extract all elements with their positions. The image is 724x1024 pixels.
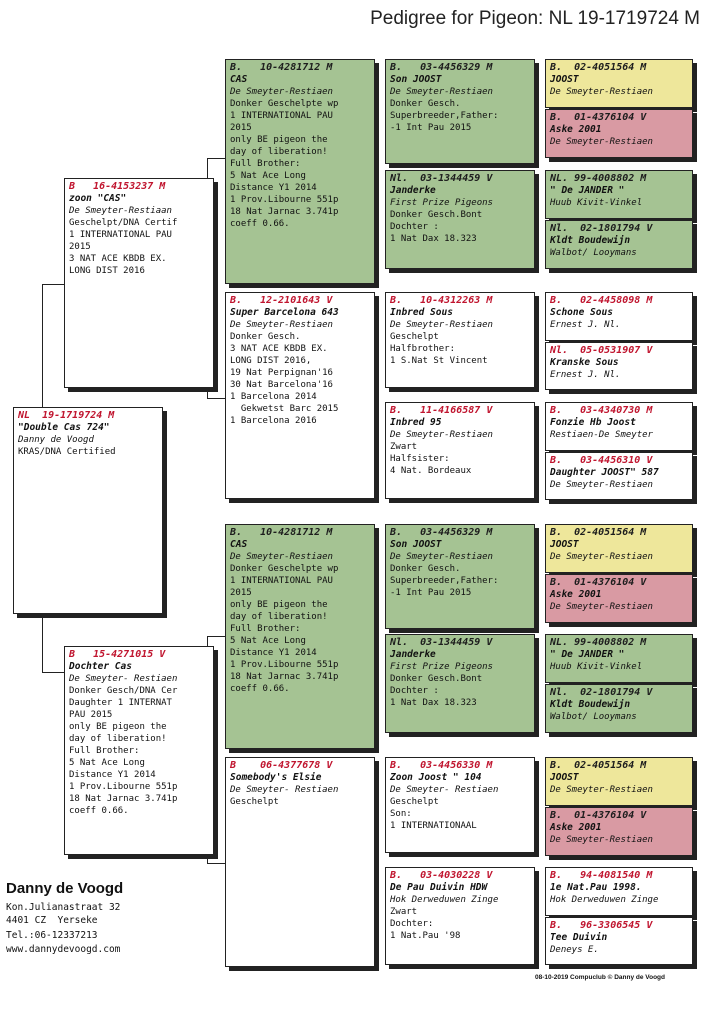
ring-number: B. 03-4456310 V [550,455,653,466]
pigeon-card-mf[interactable] [225,524,375,749]
detail-line: Distance Y1 2014 [230,648,317,658]
detail-line: Full Brother: [69,746,140,756]
detail-line: 1 Prov.Libourne 551p [69,782,178,792]
detail-line: 1 Nat Dax 18.323 [390,698,477,708]
detail-line: Son: [390,809,412,819]
ring-number: Nl. 03-1344459 V [390,637,493,648]
connector-line [207,863,225,864]
detail-line: Dochter: [390,919,434,929]
ring-number: NL 19-1719724 M [18,410,115,421]
detail-line: 19 Nat Perpignan'16 [230,368,333,378]
pigeon-card-fmf[interactable] [385,292,535,388]
breeder-name: Hok Derweduwen Zinge [550,895,659,905]
pigeon-name: JOOST [550,74,579,85]
pigeon-card-mff[interactable] [385,524,535,629]
detail-line: only BE pigeon the [69,722,167,732]
breeder-name: De Smeyter- Restiaen [390,785,499,795]
detail-line: 1 INTERNATIONAL PAU [230,576,333,586]
breeder-name: De Smeyter-Restiaen [390,430,493,440]
ring-number: B. 02-4458098 M [550,295,653,306]
pigeon-card-g8[interactable] [545,452,693,500]
pigeon-name: Kranske Sous [550,357,619,368]
breeder-name: Ernest J. Nl. [550,370,621,380]
detail-line: 4 Nat. Bordeaux [390,466,472,476]
pigeon-card-g3[interactable] [545,170,693,219]
breeder-name: Walbot/ Looymans [550,712,637,722]
detail-line: Halfsister: [390,454,450,464]
footer-breeder-name: Danny de Voogd [6,880,124,897]
pigeon-card-mm[interactable] [225,757,375,967]
pigeon-name: Tee Duivin [550,932,608,943]
pigeon-name: Son JOOST [390,74,442,85]
detail-line: 1 INTERNATIONAAL [390,821,477,831]
detail-line: Distance Y1 2014 [230,183,317,193]
pigeon-card-fm[interactable] [225,292,375,499]
pigeon-name: " De JANDER " [550,185,625,196]
ring-number: B. 02-4051564 M [550,527,647,538]
ring-number: B. 11-4166587 V [390,405,493,416]
breeder-name: First Prize Pigeons [390,198,493,208]
pigeon-card-g16[interactable] [545,917,693,965]
ring-number: NL. 99-4008802 M [550,173,647,184]
connector-line [207,636,225,637]
detail-line: day of liberation! [69,734,167,744]
detail-line: 18 Nat Jarnac 3.741p [69,794,178,804]
breeder-name: De Smeyter-Restiaen [230,320,333,330]
detail-line: Gekwetst Barc 2015 [230,404,339,414]
breeder-name: De Smeyter-Restiaen [390,87,493,97]
pigeon-card-g14[interactable] [545,807,693,856]
pigeon-name: Super Barcelona 643 [230,307,339,318]
detail-line: 3 NAT ACE KBDB EX. [230,344,328,354]
ring-number: B 16-4153237 M [69,181,166,192]
ring-number: B. 10-4312263 M [390,295,493,306]
detail-line: 1 Nat Dax 18.323 [390,234,477,244]
pigeon-name: CAS [230,74,248,85]
breeder-name: Huub Kivit-Vinkel [550,198,643,208]
breeder-name: Hok Derweduwen Zinge [390,895,499,905]
ring-number: B. 01-4376104 V [550,577,647,588]
breeder-name: De Smeyter-Restiaen [550,602,653,612]
detail-line: 1 S.Nat St Vincent [390,356,488,366]
detail-line: Full Brother: [230,159,301,169]
connector-line [42,672,64,673]
pigeon-name: Fonzie Hb Joost [550,417,636,428]
breeder-name: De Smeyter-Restiaen [230,87,333,97]
detail-line: 2015 [230,123,252,133]
detail-line: Donker Gesch. [390,564,461,574]
detail-line: Full Brother: [230,624,301,634]
ring-number: B. 96-3306545 V [550,920,653,931]
ring-number: B. 10-4281712 M [230,62,333,73]
detail-line: 5 Nat Ace Long [230,171,306,181]
ring-number: Nl. 05-0531907 V [550,345,653,356]
detail-line: 2015 [230,588,252,598]
ring-number: B. 03-4456329 M [390,62,493,73]
detail-line: Geschelpt/DNA Certif [69,218,178,228]
detail-line: Donker Geschelpte wp [230,564,339,574]
ring-number: Nl. 02-1801794 V [550,687,653,698]
detail-line: Geschelpt [390,332,439,342]
pigeon-name: Daughter JOOST" 587 [550,467,659,478]
detail-line: LONG DIST 2016 [69,266,145,276]
ring-number: B. 02-4051564 M [550,62,647,73]
detail-line: 2015 [69,242,91,252]
detail-line: 18 Nat Jarnac 3.741p [230,672,339,682]
detail-line: Daughter 1 INTERNAT [69,698,172,708]
ring-number: B 15-4271015 V [69,649,166,660]
detail-line: KRAS/DNA Certified [18,447,116,457]
pigeon-name: JOOST [550,539,579,550]
detail-line: Donker Geschelpte wp [230,99,339,109]
breeder-name: Ernest J. Nl. [550,320,621,330]
pigeon-name: Aske 2001 [550,124,602,135]
detail-line: Halfbrother: [390,344,456,354]
pigeon-card-g15[interactable] [545,867,693,916]
pigeon-card-g9[interactable] [545,524,693,573]
ring-number: B. 10-4281712 M [230,527,333,538]
breeder-name: Danny de Voogd [18,435,94,445]
detail-line: coeff 0.66. [230,684,290,694]
detail-line: 1 Barcelona 2014 [230,392,317,402]
pigeon-name: De Pau Duivin HDW [390,882,488,893]
pigeon-name: JOOST [550,772,579,783]
connector-line [207,158,225,159]
detail-line: -1 Int Pau 2015 [390,588,472,598]
pigeon-name: Dochter Cas [69,661,132,672]
pigeon-name: CAS [230,539,248,550]
breeder-name: Huub Kivit-Vinkel [550,662,643,672]
ring-number: B. 12-2101643 V [230,295,333,306]
pigeon-card-fff[interactable] [385,59,535,164]
pigeon-card-mfm[interactable] [385,634,535,733]
detail-line: 3 NAT ACE KBDB EX. [69,254,167,264]
detail-line: Zwart [390,907,418,917]
pigeon-name: Janderke [390,649,436,660]
breeder-name: De Smeyter-Restiaen [550,87,653,97]
connector-line [42,614,43,672]
pigeon-card-g4[interactable] [545,220,693,269]
breeder-name: De Smeyter-Restiaen [550,552,653,562]
breeder-name: De Smeyter-Restiaan [69,206,172,216]
pigeon-card-fmm[interactable] [385,402,535,499]
pigeon-name: Inbred Sous [390,307,453,318]
breeder-name: De Smeyter-Restiaen [550,137,653,147]
detail-line: only BE pigeon the [230,135,328,145]
pigeon-name: Zoon Joost " 104 [390,772,482,783]
pigeon-name: " De JANDER " [550,649,625,660]
pigeon-card-g5[interactable] [545,292,693,341]
detail-line: LONG DIST 2016, [230,356,312,366]
detail-line: 1 Barcelona 2016 [230,416,317,426]
breeder-name: First Prize Pigeons [390,662,493,672]
pigeon-card-g6[interactable] [545,342,693,390]
pigeon-card-subject[interactable] [13,407,163,614]
detail-line: Geschelpt [390,797,439,807]
pigeon-card-mmf[interactable] [385,757,535,853]
breeder-name: De Smeyter- Restiaen [69,674,178,684]
pigeon-name: "Double Cas 724" [18,422,110,433]
ring-number: Nl. 02-1801794 V [550,223,653,234]
ring-number: B 06-4377678 V [230,760,333,771]
ring-number: B. 03-4030228 V [390,870,493,881]
detail-line: Geschelpt [230,797,279,807]
detail-line: -1 Int Pau 2015 [390,123,472,133]
connector-line [42,284,64,285]
detail-line: 1 Nat.Pau '98 [390,931,461,941]
pigeon-name: Aske 2001 [550,589,602,600]
detail-line: 1 Prov.Libourne 551p [230,660,339,670]
detail-line: only BE pigeon the [230,600,328,610]
ring-number: NL. 99-4008802 M [550,637,647,648]
pigeon-name: Schone Sous [550,307,613,318]
detail-line: 5 Nat Ace Long [69,758,145,768]
detail-line: PAU 2015 [69,710,113,720]
ring-number: Nl. 03-1344459 V [390,173,493,184]
pigeon-card-ffm[interactable] [385,170,535,269]
detail-line: 18 Nat Jarnac 3.741p [230,207,339,217]
pigeon-card-mmm[interactable] [385,867,535,965]
pigeon-card-ff[interactable] [225,59,375,284]
breeder-name: De Smeyter-Restiaen [550,835,653,845]
detail-line: coeff 0.66. [69,806,129,816]
ring-number: B. 94-4081540 M [550,870,653,881]
breeder-name: De Smeyter-Restiaen [550,480,653,490]
detail-line: 1 Prov.Libourne 551p [230,195,339,205]
pigeon-card-g11[interactable] [545,634,693,683]
footer-address-street: Kon.Julianastraat 32 [6,902,121,913]
pigeon-name: Kldt Boudewijn [550,235,631,246]
connector-line [42,284,43,410]
breeder-name: De Smeyter-Restiaen [390,320,493,330]
pigeon-card-g12[interactable] [545,684,693,733]
detail-line: Donker Gesch. [390,99,461,109]
detail-line: 30 Nat Barcelona'16 [230,380,333,390]
pigeon-name: zoon "CAS" [69,193,127,204]
detail-line: Donker Gesch. [230,332,301,342]
pigeon-name: Janderke [390,185,436,196]
pigeon-name: Son JOOST [390,539,442,550]
pigeon-card-g1[interactable] [545,59,693,108]
pigeon-card-father[interactable] [64,178,214,388]
breeder-name: Deneys E. [550,945,599,955]
pigeon-card-g10[interactable] [545,574,693,623]
detail-line: Donker Gesch.Bont [390,674,483,684]
detail-line: 5 Nat Ace Long [230,636,306,646]
detail-line: Dochter : [390,686,439,696]
pigeon-card-g7[interactable] [545,402,693,451]
ring-number: B. 03-4340730 M [550,405,653,416]
pigeon-name: Inbred 95 [390,417,442,428]
detail-line: Superbreeder,Father: [390,576,499,586]
breeder-name: De Smeyter-Restiaen [550,785,653,795]
pigeon-name: Aske 2001 [550,822,602,833]
breeder-name: De Smeyter-Restiaen [390,552,493,562]
breeder-name: De Smeyter- Restiaen [230,785,339,795]
ring-number: B. 01-4376104 V [550,112,647,123]
detail-line: 1 INTERNATIONAL PAU [230,111,333,121]
pigeon-name: Kldt Boudewijn [550,699,631,710]
ring-number: B. 01-4376104 V [550,810,647,821]
ring-number: B. 03-4456330 M [390,760,493,771]
breeder-name: Walbot/ Looymans [550,248,637,258]
detail-line: 1 INTERNATIONAL PAU [69,230,172,240]
detail-line: Donker Gesch/DNA Cer [69,686,178,696]
footer-phone: Tel.:06-12337213 [6,930,98,941]
pigeon-card-g13[interactable] [545,757,693,806]
detail-line: day of liberation! [230,612,328,622]
breeder-name: De Smeyter-Restiaen [230,552,333,562]
detail-line: Distance Y1 2014 [69,770,156,780]
pigeon-name: 1e Nat.Pau 1998. [550,882,642,893]
detail-line: Superbreeder,Father: [390,111,499,121]
detail-line: Zwart [390,442,418,452]
detail-line: Dochter : [390,222,439,232]
detail-line: coeff 0.66. [230,219,290,229]
ring-number: B. 02-4051564 M [550,760,647,771]
page-title: Pedigree for Pigeon: NL 19-1719724 M [370,8,700,29]
connector-line [207,398,225,399]
pigeon-card-mother[interactable] [64,646,214,855]
footer-address-city: 4401 CZ Yerseke [6,915,98,926]
pigeon-name: Somebody's Elsie [230,772,322,783]
pigeon-card-g2[interactable] [545,109,693,158]
detail-line: day of liberation! [230,147,328,157]
detail-line: Donker Gesch.Bont [390,210,483,220]
footer-website[interactable]: www.dannydevoogd.com [6,944,121,955]
footer-stamp: 08-10-2019 Compuclub © Danny de Voogd [535,974,665,981]
breeder-name: Restiaen-De Smeyter [550,430,653,440]
ring-number: B. 03-4456329 M [390,527,493,538]
